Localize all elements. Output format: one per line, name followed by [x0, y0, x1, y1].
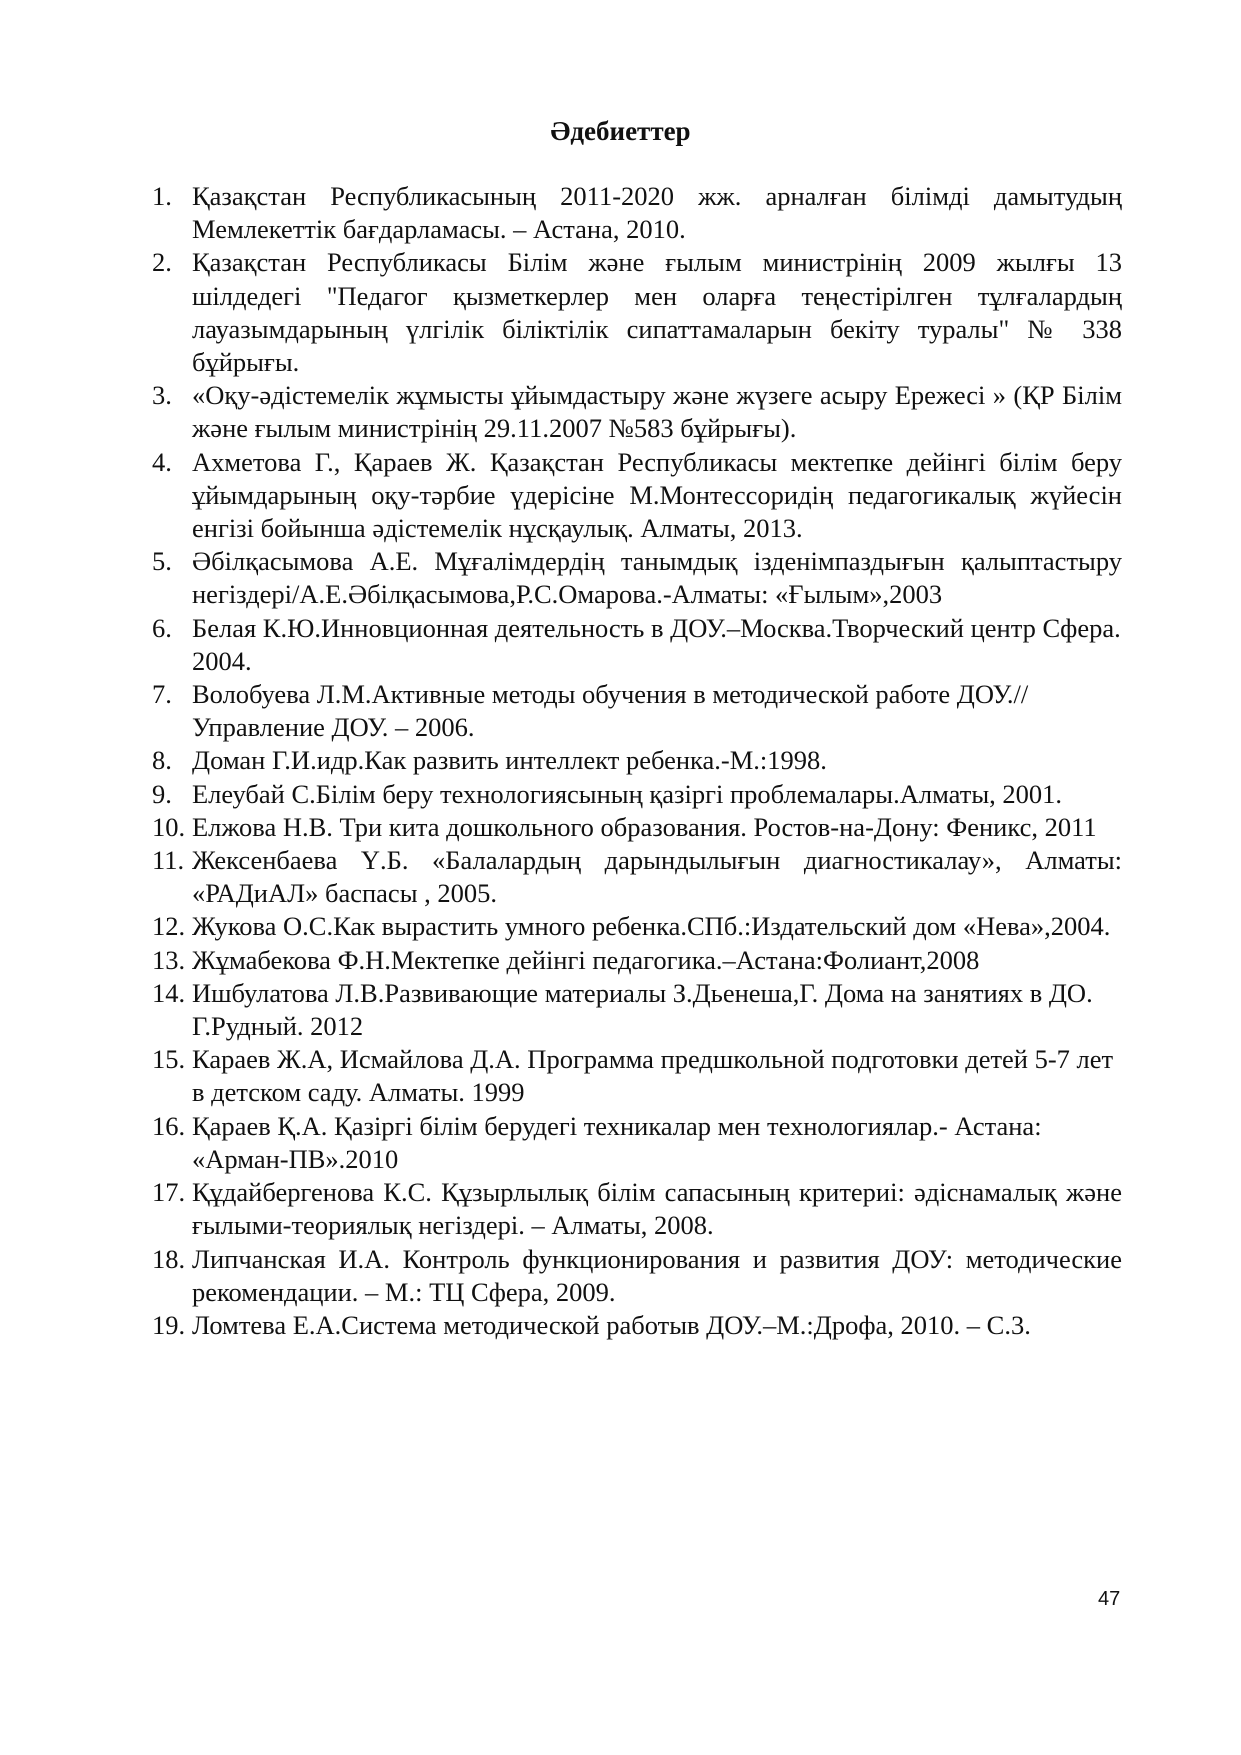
reference-text: Жукова О.С.Как вырастить умного ребенка.СПб.:Издательский дом «Нева»,2004. — [192, 911, 1111, 942]
reference-number: 11. — [152, 845, 185, 876]
page-title: Әдебиеттер — [550, 116, 691, 146]
reference-number: 12. — [152, 911, 186, 942]
reference-text: Қазақстан Республикасының 2011-2020 жж. арналған білімді дамытудың Мемлекеттік бағдарламасы. – Астана, 2010. — [192, 181, 1122, 245]
reference-item-15 — [152, 1043, 1122, 1109]
reference-number: 4. — [152, 446, 172, 477]
reference-item-10 — [152, 811, 1122, 844]
reference-text: Ишбулатова Л.В.Развивающие материалы З.Дьенеша,Г. Дома на занятиях в ДО. Г.Рудный. 2012 — [192, 977, 1093, 1042]
reference-number: 16. — [152, 1110, 186, 1141]
reference-number: 8. — [152, 745, 172, 776]
reference-text: Липчанская И.А. Контроль функционирования и развития ДОУ: методические рекомендации. – М.: ТЦ Сфера, 2009. — [192, 1243, 1122, 1307]
reference-number: 17. — [152, 1177, 186, 1208]
reference-text: Қараев Қ.А. Қазіргі білім берудегі техникалар мен технологиялар.- Астана: «Арман-ПВ».2010 — [192, 1110, 1042, 1174]
reference-item-14 — [152, 977, 1122, 1043]
reference-number: 2. — [152, 247, 172, 278]
reference-item-2 — [152, 246, 1122, 379]
reference-item-8 — [152, 744, 1122, 777]
reference-item-9 — [152, 778, 1122, 811]
reference-item-4 — [152, 446, 1122, 546]
reference-item-19 — [152, 1309, 1122, 1342]
reference-item-11 — [152, 844, 1122, 910]
reference-number: 13. — [152, 944, 186, 975]
reference-number: 15. — [152, 1044, 186, 1075]
reference-text: Волобуева Л.М.Активные методы обучения в методической работе ДОУ.// Управление ДОУ. – 2006. — [192, 679, 1029, 743]
reference-item-3 — [152, 379, 1122, 445]
reference-number: 7. — [152, 679, 172, 710]
reference-item-16 — [152, 1110, 1122, 1176]
reference-item-17 — [152, 1176, 1122, 1242]
reference-number: 9. — [152, 778, 172, 809]
reference-text: Ахметова Г., Қараев Ж. Қазақстан Республикасы мектепке дейінгі білім беру ұйымдарының оқу-тәрбие үдерісіне М.Монтессоридің педагогикалық жүйесін енгізі бойынша әдістемелік нұсқаулық. Алматы, 2013. — [192, 446, 1122, 544]
reference-number: 18. — [152, 1243, 186, 1274]
reference-item-6 — [152, 612, 1122, 678]
reference-number: 5. — [152, 546, 172, 577]
reference-number: 1. — [152, 181, 172, 211]
page-number: 47 — [1098, 1588, 1121, 1610]
reference-item-1 — [152, 180, 1122, 246]
reference-item-18 — [152, 1243, 1122, 1309]
reference-number: 10. — [152, 811, 186, 842]
reference-number: 3. — [152, 380, 172, 411]
reference-text: Елжова Н.В. Три кита дошкольного образования. Ростов-на-Дону: Феникс, 2011 — [192, 811, 1097, 842]
reference-number: 6. — [152, 612, 172, 643]
reference-number: 19. — [152, 1309, 186, 1340]
reference-text: Доман Г.И.идр.Как развить интеллект ребенка.-М.:1998. — [192, 745, 827, 776]
reference-item-12 — [152, 910, 1122, 943]
reference-text: Елеубай С.Білім беру технологиясының қазіргі проблемалары.Алматы, 2001. — [192, 778, 1062, 809]
reference-text: «Оқу-әдістемелік жұмысты ұйымдастыру және жүзеге асыру Ережесі » (ҚР Білім және ғылым министрінің 29.11.2007 №583 бұйрығы). — [192, 380, 1122, 444]
reference-text: Қазақстан Республикасы Білім және ғылым министрінің 2009 жылғы 13 шілдедегі "Педагог қызметкерлер мен оларға теңестірілген тұлғалардың лауазымдарының үлгілік біліктілік сипаттамаларын бекіту туралы" № 338 бұйрығы. — [192, 247, 1122, 378]
reference-list — [152, 180, 1122, 1342]
reference-text: Караев Ж.А, Исмайлова Д.А. Программа предшкольной подготовки детей 5-7 лет в детском саду. Алматы. 1999 — [192, 1044, 1114, 1108]
reference-text: Ломтева Е.А.Система методической работыв ДОУ.–М.:Дрофа, 2010. – С.3. — [192, 1309, 1031, 1340]
reference-item-5 — [152, 545, 1122, 611]
reference-text: Белая К.Ю.Инновционная деятельность в ДОУ.–Москва.Творческий центр Сфера. 2004. — [192, 612, 1121, 676]
reference-item-13 — [152, 944, 1122, 977]
reference-number: 14. — [152, 977, 186, 1008]
reference-text: Жексенбаева Ү.Б. «Балалардың дарындылығын диагностикалау», Алматы: «РАДиАЛ» баспасы , 2005. — [192, 845, 1122, 909]
reference-text: Жұмабекова Ф.Н.Мектепке дейінгі педагогика.–Астана:Фолиант,2008 — [192, 944, 980, 975]
reference-item-7 — [152, 678, 1122, 744]
reference-text: Әбілқасымова А.Е. Мұғалімдердің танымдық ізденімпаздығын қалыптастыру негіздері/А.Е.Әбілқасымова,Р.С.Омарова.-Алматы: «Ғылым»,2003 — [192, 546, 1122, 610]
reference-text: Құдайбергенова К.С. Құзырлылық білім сапасының критериі: әдіснамалық және ғылыми-теориялық негіздері. – Алматы, 2008. — [192, 1177, 1122, 1241]
